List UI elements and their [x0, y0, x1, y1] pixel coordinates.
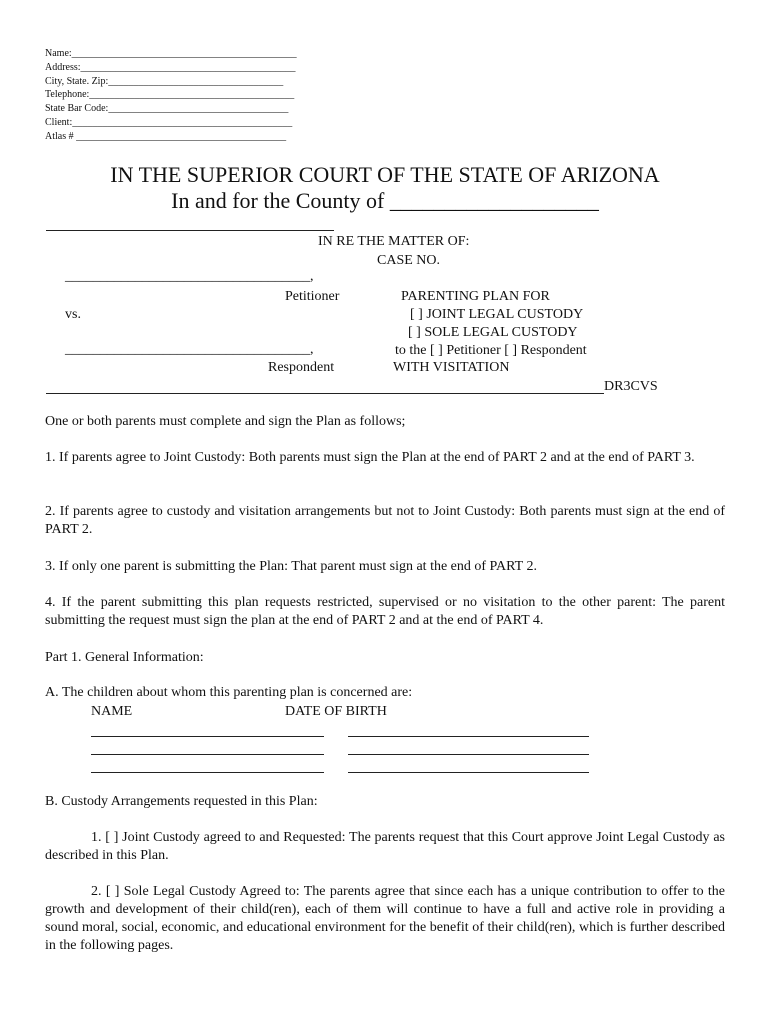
petitioner-label: Petitioner [285, 289, 340, 304]
versus-label: vs. [65, 307, 81, 322]
atlas-field-line: Atlas # __________________________________________ [45, 131, 287, 142]
child-name-blank [91, 736, 324, 737]
instruction-1: 1. If parents agree to Joint Custody: Both parents must sign the Plan at the end of PART 2 and at the end of PART 3. [45, 450, 695, 465]
child-dob-blank [348, 754, 589, 755]
child-dob-blank [348, 772, 589, 773]
child-name-blank [91, 772, 324, 773]
city-state-zip-field-line: City, State. Zip:___________________________________ [45, 76, 284, 87]
petitioner-name-line: ___________________________________, [65, 269, 314, 284]
with-visitation-label: WITH VISITATION [393, 360, 510, 375]
client-field-line: Client:____________________________________________ [45, 117, 293, 128]
county-line: In and for the County of ___________________ [171, 188, 599, 213]
caption-bottom-rule [46, 393, 604, 394]
custody-arrangements-label: B. Custody Arrangements requested in this Plan: [45, 794, 318, 809]
court-title: IN THE SUPERIOR COURT OF THE STATE OF ARIZONA [110, 162, 660, 187]
joint-custody-option: [ ] JOINT LEGAL CUSTODY [410, 307, 584, 322]
instruction-4: 4. If the parent submitting this plan requests restricted, supervised or no visitation to the other parent: The parent submitting the request must sign the plan at the end of PART 2 and at the end of PART 4. [45, 595, 725, 628]
intro-text: One or both parents must complete and sign the Plan as follows; [45, 414, 406, 429]
part1-heading: Part 1. General Information: [45, 650, 204, 665]
children-label: A. The children about whom this parenting plan is concerned are: [45, 685, 413, 700]
respondent-name-line: ___________________________________, [65, 342, 314, 357]
joint-custody-paragraph: 1. [ ] Joint Custody agreed to and Requested: The parents request that this Court approve Joint Legal Custody as described in this Plan. [45, 830, 725, 863]
address-field-line: Address:___________________________________________ [45, 62, 296, 73]
custodian-option: to the [ ] Petitioner [ ] Respondent [395, 343, 587, 358]
children-name-column: NAME [91, 704, 133, 719]
case-number-label: CASE NO. [377, 253, 441, 268]
instruction-3: 3. If only one parent is submitting the Plan: That parent must sign at the end of PART 2. [45, 559, 537, 574]
child-name-blank [91, 754, 324, 755]
telephone-field-line: Telephone:_________________________________________ [45, 89, 295, 100]
plan-title: PARENTING PLAN FOR [401, 289, 550, 304]
state-bar-code-field-line: State Bar Code:____________________________________ [45, 103, 289, 114]
instruction-2: 2. If parents agree to custody and visitation arrangements but not to Joint Custody: Both parents must sign at the end of PART 2. [45, 504, 725, 537]
name-field-line: Name:_____________________________________________ [45, 48, 297, 59]
caption-top-rule [46, 230, 334, 231]
respondent-label: Respondent [268, 360, 335, 375]
sole-custody-option: [ ] SOLE LEGAL CUSTODY [408, 325, 578, 340]
sole-custody-paragraph: 2. [ ] Sole Legal Custody Agreed to: The parents agree that since each has a unique contribution to offer to the growth and development of their child(ren), each of them will continue to have a full and active role in providing a sound moral, social, economic, and educational environment for the benefit of their child(ren), which is further described in the following pages. [45, 884, 725, 953]
children-dob-column: DATE OF BIRTH [285, 704, 387, 719]
in-re-matter: IN RE THE MATTER OF: [318, 234, 470, 249]
child-dob-blank [348, 736, 589, 737]
form-code: DR3CVS [604, 379, 658, 394]
